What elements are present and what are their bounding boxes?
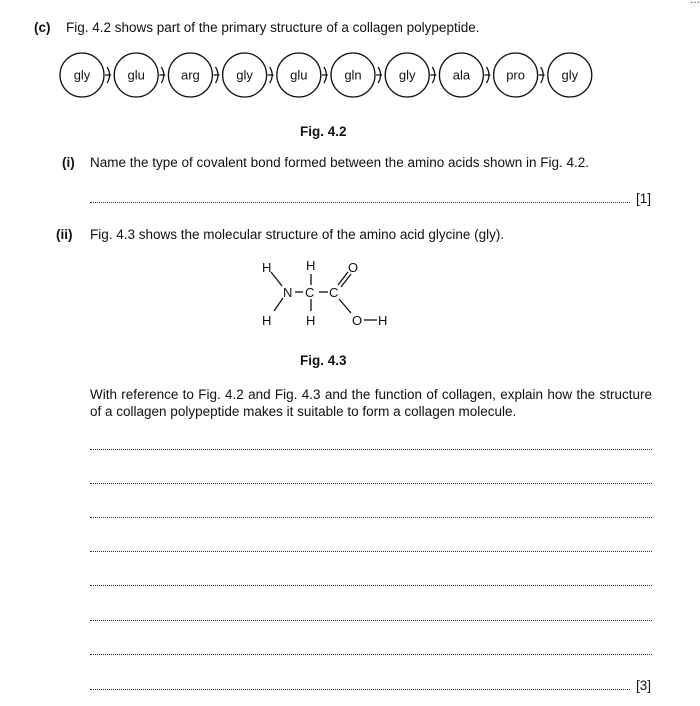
- atom-o-hydroxyl: O: [352, 313, 363, 328]
- peptide-bond-9: [539, 67, 545, 83]
- amino-acid-label-10: gly: [561, 67, 579, 83]
- answer-line-ii-4[interactable]: [90, 551, 652, 552]
- atom-o-double: O: [348, 260, 359, 275]
- answer-line-ii-8[interactable]: [90, 689, 630, 690]
- atom-n: N: [283, 285, 293, 300]
- answer-line-ii-5[interactable]: [90, 585, 652, 586]
- fig42-caption: Fig. 4.2: [300, 124, 347, 139]
- bond-c-o-double-b: [341, 274, 351, 287]
- answer-line-i[interactable]: [90, 202, 630, 203]
- answer-line-ii-6[interactable]: [90, 620, 652, 621]
- amino-acid-label-4: gly: [236, 67, 253, 83]
- part-label: (c): [34, 20, 51, 35]
- answer-line-ii-2[interactable]: [90, 483, 652, 484]
- atom-c-carboxyl: C: [329, 285, 339, 300]
- question-i-label: (i): [62, 155, 75, 170]
- atom-c-alpha: C: [305, 285, 315, 300]
- atom-h-top-left: H: [262, 260, 272, 275]
- marks-ii: [3]: [636, 678, 652, 693]
- amino-acid-label-3: arg: [181, 67, 200, 83]
- peptide-bond-3: [214, 67, 220, 83]
- peptide-bond-5: [322, 67, 328, 83]
- atom-h-top: H: [306, 258, 316, 273]
- amino-acid-label-1: gly: [73, 67, 91, 83]
- atom-h-bottom-left: H: [262, 313, 272, 328]
- atom-h-hydroxyl: H: [378, 313, 388, 328]
- amino-acid-label-9: pro: [506, 67, 525, 83]
- bond-c-oh: [339, 299, 351, 313]
- fig43-caption: Fig. 4.3: [300, 353, 347, 368]
- question-ii-label: (ii): [56, 227, 73, 242]
- glycine-structure: [240, 250, 420, 340]
- peptide-bond-7: [430, 67, 436, 83]
- amino-acid-label-6: gln: [344, 67, 362, 83]
- peptide-bond-8: [485, 67, 491, 83]
- answer-line-ii-3[interactable]: [90, 517, 652, 518]
- bond-h-n-top: [271, 272, 282, 286]
- part-intro: Fig. 4.2 shows part of the primary structure of a collagen polypeptide.: [66, 20, 480, 35]
- bond-h-n-bottom: [274, 298, 283, 311]
- amino-acid-label-7: gly: [398, 67, 416, 83]
- peptide-bond-1: [105, 67, 111, 83]
- question-ii-paragraph: With reference to Fig. 4.2 and Fig. 4.3 and the function of collagen, explain how the structure of a collagen polypeptide makes it suitable to form a collagen molecule.: [90, 387, 652, 419]
- amino-acid-label-2: glu: [127, 67, 145, 83]
- bond-c-o-double-a: [338, 272, 348, 285]
- question-i-text: Name the type of covalent bond formed between the amino acids shown in Fig. 4.2.: [90, 155, 590, 170]
- peptide-bond-2: [159, 67, 165, 83]
- amino-acid-label-8: ala: [452, 67, 471, 83]
- amino-acid-label-5: glu: [290, 67, 308, 83]
- answer-line-ii-7[interactable]: [90, 654, 652, 655]
- answer-line-ii-1[interactable]: [90, 449, 652, 450]
- polypeptide-chain-diagram: [0, 0, 700, 110]
- peptide-bond-4: [268, 67, 274, 83]
- atom-h-bottom: H: [306, 313, 316, 328]
- marks-i: [1]: [636, 191, 652, 206]
- peptide-bond-6: [376, 67, 382, 83]
- question-ii-text: Fig. 4.3 shows the molecular structure of the amino acid glycine (gly).: [90, 227, 505, 242]
